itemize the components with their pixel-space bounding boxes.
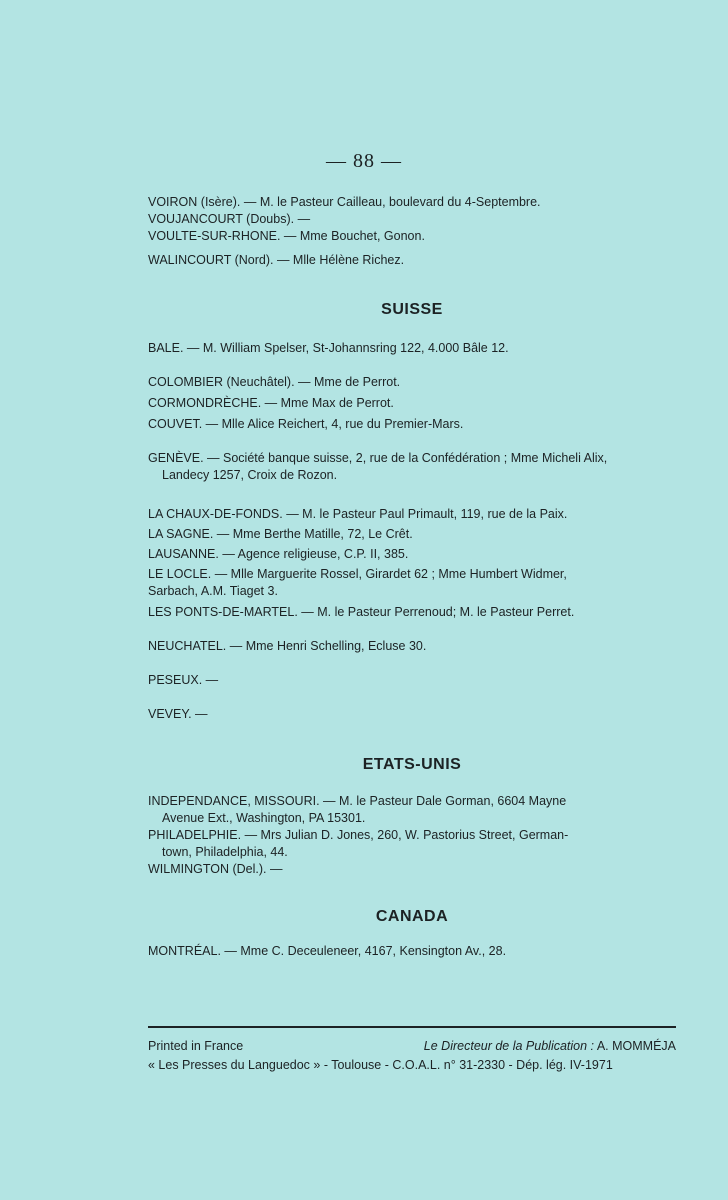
director-name: A. MOMMÉJA <box>596 1039 676 1053</box>
entry-bale: BALE. — M. William Spelser, St-Johannsring 122, 4.000 Bâle 12. <box>148 341 509 355</box>
entry-neuchatel: NEUCHATEL. — Mme Henri Schelling, Ecluse 30. <box>148 639 427 653</box>
printer-line: « Les Presses du Languedoc » - Toulouse - C.O.A.L. n° 31-2330 - Dép. lég. IV-1971 <box>148 1058 613 1072</box>
directory-listing <box>148 194 676 960</box>
entry-geneve-line1: GENÈVE. — Société banque suisse, 2, rue de la Confédération ; Mme Micheli Alix, <box>148 451 608 465</box>
footer-row-1 <box>148 1037 676 1056</box>
entry-le-locle <box>148 566 676 600</box>
section-heading-canada: CANADA <box>375 908 449 925</box>
entry-voujancourt: VOUJANCOURT (Doubs). — <box>148 212 311 226</box>
entry-independance <box>148 793 676 827</box>
entry-philadelphie-line1: PHILADELPHIE. — Mrs Julian D. Jones, 260, W. Pastorius Street, German- <box>148 828 569 842</box>
entry-philadelphie-line2: town, Philadelphia, 44. <box>162 845 288 859</box>
entry-geneve <box>148 450 676 484</box>
page-number: — 88 — <box>326 150 402 172</box>
entry-colombier: COLOMBIER (Neuchâtel). — Mme de Perrot. <box>148 375 401 389</box>
director-label: Le Directeur de la Publication : <box>423 1039 595 1053</box>
printed-in: Printed in France <box>148 1039 244 1053</box>
entry-la-chaux-de-fonds: LA CHAUX-DE-FONDS. — M. le Pasteur Paul Primault, 119, rue de la Paix. <box>148 507 568 521</box>
entry-lausanne: LAUSANNE. — Agence religieuse, C.P. II, 385. <box>148 547 409 561</box>
entry-couvet: COUVET. — Mlle Alice Reichert, 4, rue du Premier-Mars. <box>148 417 464 431</box>
entry-independance-line1: INDEPENDANCE, MISSOURI. — M. le Pasteur Dale Gorman, 6604 Mayne <box>148 794 567 808</box>
section-heading-suisse: SUISSE <box>381 301 443 318</box>
entry-vevey: VEVEY. — <box>148 707 208 721</box>
entry-le-locle-line1: LE LOCLE. — Mlle Marguerite Rossel, Girardet 62 ; Mme Humbert Widmer, <box>148 567 567 581</box>
entry-walincourt: WALINCOURT (Nord). — Mlle Hélène Richez. <box>148 253 405 267</box>
section-heading-etats-unis: ETATS-UNIS <box>362 756 462 773</box>
entry-peseux: PESEUX. — <box>148 673 219 687</box>
entry-les-ponts-de-martel: LES PONTS-DE-MARTEL. — M. le Pasteur Perrenoud; M. le Pasteur Perret. <box>148 605 575 619</box>
publication-director <box>424 1037 676 1056</box>
entry-voulte-sur-rhone: VOULTE-SUR-RHONE. — Mme Bouchet, Gonon. <box>148 229 425 243</box>
entry-cormondreche: CORMONDRÈCHE. — Mme Max de Perrot. <box>148 396 394 410</box>
entry-le-locle-line2: Sarbach, A.M. Tiaget 3. <box>148 584 278 598</box>
imprint-footer <box>148 1026 676 1075</box>
entry-wilmington: WILMINGTON (Del.). — <box>148 862 283 876</box>
entry-independance-line2: Avenue Ext., Washington, PA 15301. <box>162 811 366 825</box>
entry-philadelphie <box>148 827 676 861</box>
entry-geneve-line2: Landecy 1257, Croix de Rozon. <box>162 468 338 482</box>
entry-la-sagne: LA SAGNE. — Mme Berthe Matille, 72, Le Crêt. <box>148 527 413 541</box>
entry-montreal: MONTRÉAL. — Mme C. Deceuleneer, 4167, Kensington Av., 28. <box>148 944 507 958</box>
entry-voiron: VOIRON (Isère). — M. le Pasteur Cailleau, boulevard du 4-Septembre. <box>148 195 541 209</box>
